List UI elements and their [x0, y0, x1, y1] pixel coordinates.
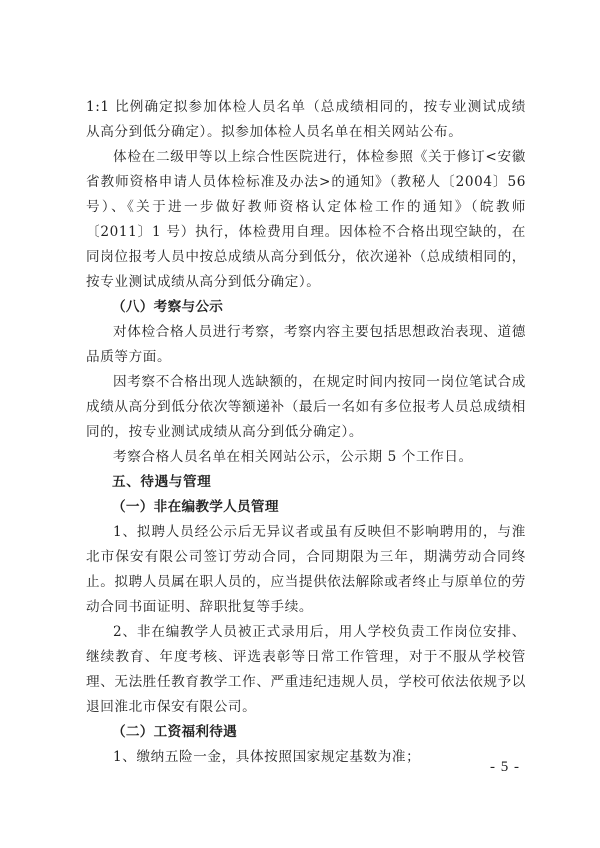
paragraph-labor-contract: 1、拟聘人员经公示后无异议者或虽有反映但不影响聘用的，与淮北市保安有限公司签订劳动合同，合同期限为三年，期满劳动合同终止。拟聘人员属在职人员的，应当提供依法解除或者终止与原单位的劳动合同书面证明、辞职批复等手续。 [86, 524, 527, 615]
paragraph-physical-exam: 体检在二级甲等以上综合性医院进行，体检参照《关于修订<安徽省教师资格申请人员体检标准及办法>的通知》（教秘人〔2004〕56 号）、《关于进一步做好教师资格认定体检工作的通知》（皖教师〔2011〕1 号）执行，体检费用自理。因体检不合格出现空缺的，在同岗位报考人员中按总成绩从高分到低分，依次递补（总成绩相同的，按专业测试成绩从高分到低分确定）。 [86, 149, 527, 290]
page-number: - 5 - [490, 759, 520, 775]
paragraph-physical-exam-list: 1:1 比例确定拟参加体检人员名单（总成绩相同的，按专业测试成绩从高分到低分确定）。拟参加体检人员名单在相关网站公布。 [86, 99, 526, 140]
paragraph-daily-management: 2、非在编教学人员被正式录用后，用人学校负责工作岗位安排、继续教育、年度考核、评选表彰等日常工作管理，对于不服从学校管理、无法胜任教育教学工作、严重违纪违规人员，学校可依法依规予以退回淮北市保安有限公司。 [86, 624, 527, 715]
section-heading-treatment-management: 五、待遇与管理 [112, 474, 212, 490]
heading-inspection-publicity: （八）考察与公示 [112, 299, 224, 315]
paragraph-insurance: 1、缴纳五险一金，具体按照国家规定基数为准； [113, 749, 421, 765]
heading-salary-welfare: （二）工资福利待遇 [112, 724, 238, 740]
paragraph-inspection-content: 对体检合格人员进行考察，考察内容主要包括思想政治表现、道德品质等方面。 [86, 324, 526, 365]
paragraph-inspection-vacancy: 因考察不合格出现人选缺额的，在规定时间内按同一岗位笔试合成成绩从高分到低分依次等额递补（最后一名如有多位报考人员总成绩相同的，按专业测试成绩从高分到低分确定）。 [86, 374, 527, 440]
document-body [86, 95, 526, 770]
heading-non-staff-management: （一）非在编教学人员管理 [112, 499, 279, 515]
paragraph-inspection-publicity: 考察合格人员名单在相关网站公示，公示期 5 个工作日。 [113, 449, 473, 465]
